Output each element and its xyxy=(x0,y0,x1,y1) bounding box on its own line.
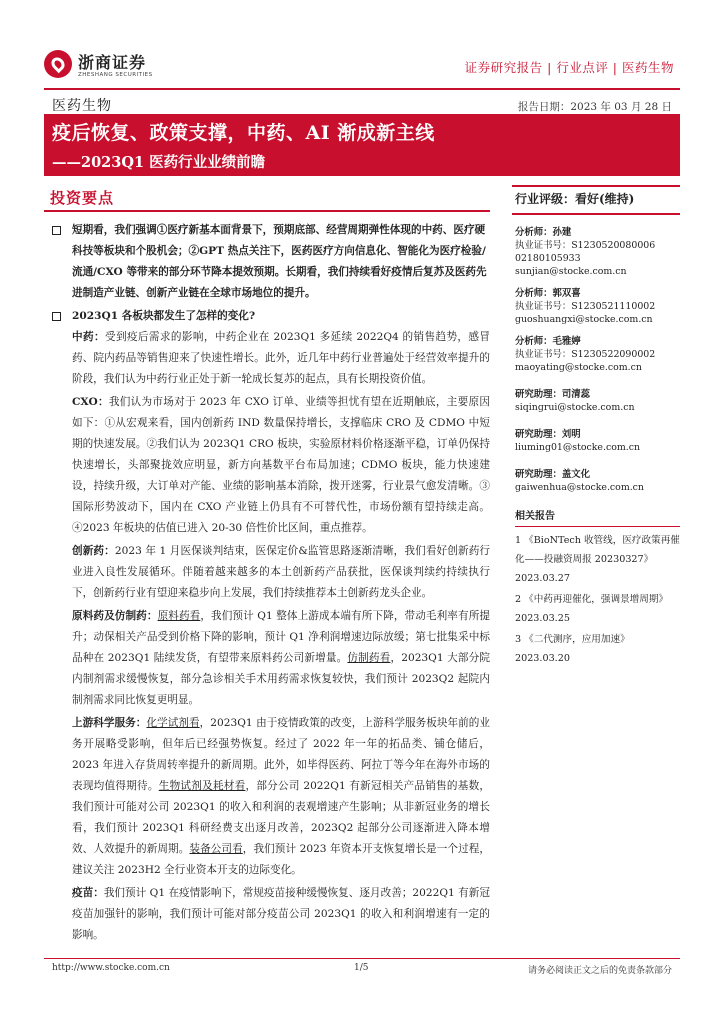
section-divider xyxy=(44,210,490,212)
para-label: 创新药： xyxy=(72,545,115,557)
para-underlined: 仿制药看 xyxy=(347,652,391,664)
para-label: CXO： xyxy=(72,396,109,408)
analyst-license: 执业证书号：S1230520080006 xyxy=(515,240,656,251)
related-report-item[interactable]: 1 《BioNTech 收管线，医疗政策再催化——投融资周报 20230327》 2023.03.27 xyxy=(515,535,680,584)
analyst-name: 分析师：孙建 xyxy=(515,227,572,238)
assistant-email[interactable]: siqingrui@stocke.com.cn xyxy=(515,402,635,413)
bullet-question xyxy=(52,306,490,327)
para-text: ，我们预计 Q1 整体上游成本端有所下降，带动毛利率有所提升；动保相关产品受到价格下降的影响，预计 Q1 净利润增速边际放缓；第七批集采中标品种在 2023Q1 陆续发货，有望带来原料药公司新增量。 xyxy=(72,610,490,664)
logo-mark-icon xyxy=(44,50,72,78)
para-text: 我们认为市场对于 2023 年 CXO 订单、业绩等担忧有望在近期触底，主要原因如下：①从宏观来看，国内创新药 IND 数量保持增长，支撑临床 CRO 及 CDMO 中短期的快速发展。②我们认为 2023Q1 CRO 板块，实验原材料价格逐渐平稳，订单仍保持快速增长，头部聚拢效应明显，新方向基数平台布局加速；CDMO 板块，能力快速建设，持续升级，大订单对产能、业绩的影响基本消除，拨开迷雾，行业景气愈发清晰。③国际形势波动下，国内在 CXO 产业链上仍具有不可替代性，市场份额有望持续走高。④2023 年板块的估值已进入 20-30 倍性价比区间，重点推荐。 xyxy=(72,396,490,534)
assistant-name: 研究助理：刘明 xyxy=(515,429,581,440)
para-underlined: 化学试剂看 xyxy=(146,717,200,729)
rating-bottom-rule xyxy=(512,213,680,215)
analyst-email[interactable]: sunjian@stocke.com.cn xyxy=(515,266,627,277)
para-text: ，2023Q1 由于疫情政策的改变，上游科学服务板块年前的业务开展略受影响，但年后已经强势恢复。经过了 2022 年一年的拓品类、铺仓储后，2023 年进入存货周转率提升的新周期。此外，如毕得医药、阿拉丁等今年在海外市场的表现均值得期待。 xyxy=(72,717,491,792)
para-text: 受到疫后需求的影响，中药企业在 2023Q1 多延续 2022Q4 的销售趋势，感冒药、院内药品等销售迎来了快速性增长。此外，近几年中药行业普遍处于经营效率提升的阶段，我们认为中药行业正处于新一轮成长复苏的起点，具有长期投资价值。 xyxy=(72,331,491,385)
footer-divider xyxy=(44,958,680,959)
logo-text-cn: 浙商证券 xyxy=(78,53,147,72)
footer-disclaimer: 请务必阅读正文之后的免责条款部分 xyxy=(527,966,672,976)
assistant-email[interactable]: liuming01@stocke.com.cn xyxy=(515,442,641,453)
report-type-breadcrumb: 证券研究报告 | 行业点评 | 医药生物 xyxy=(464,60,674,75)
sidebar xyxy=(515,226,680,670)
para-text: ，部分公司 2022Q1 有新冠相关产品销售的基数，我们预计可能对公司 2023Q1 的收入和利润的表观增速产生影响；从非新冠业务的增长看，我们预计 2023Q1 科研经费支出逐月改善，2023Q2 起部分公司逐渐进入降本增效、人效提升的新周期。 xyxy=(72,780,491,855)
header-divider xyxy=(44,88,680,90)
checkbox-bullet-icon xyxy=(52,226,61,235)
analyst-block xyxy=(515,287,680,326)
checkbox-bullet-icon xyxy=(52,312,61,321)
analyst-license: 执业证书号：S1230521110002 xyxy=(515,301,656,312)
page-number: 1/5 xyxy=(354,963,369,973)
analyst-email[interactable]: guoshuangxi@stocke.com.cn xyxy=(515,314,653,325)
para-innovative-drugs xyxy=(52,541,490,604)
para-text: 我们预计 Q1 在疫情影响下，常规疫苗接种缓慢恢复、逐月改善；2022Q1 有新冠疫苗加强针的影响，我们预计可能对部分疫苗公司 2023Q1 的收入和利润增速有一定的影响。 xyxy=(72,887,490,941)
section-title: 投资要点 xyxy=(50,189,115,207)
para-vaccines xyxy=(52,883,490,946)
para-label: 原料药及仿制药： xyxy=(72,610,158,622)
para-underlined: 生物试剂及耗材看 xyxy=(158,780,246,792)
para-label: 疫苗： xyxy=(72,887,104,899)
analyst-block xyxy=(515,335,680,374)
analyst-block xyxy=(515,226,680,278)
sector-label: 医药生物 xyxy=(52,98,112,114)
assistant-block xyxy=(515,388,680,414)
report-title: 疫后恢复、政策支撑，中药、AI 渐成新主线 xyxy=(52,122,435,144)
footer-url[interactable]: http://www.stocke.com.cn xyxy=(52,963,170,973)
assistant-name: 研究助理：司清蕊 xyxy=(515,389,591,400)
bullet-text: 2023Q1 各板块都发生了怎样的变化? xyxy=(72,310,256,322)
logo-text-en: ZHESHANG SECURITIES xyxy=(78,72,153,78)
related-report-item[interactable]: 2 《中药再迎催化，强调景增周期》 2023.03.25 xyxy=(515,594,669,624)
assistant-block xyxy=(515,468,680,494)
analyst-name: 分析师：毛雅婷 xyxy=(515,336,581,347)
bullet-text: 短期看，我们强调①医疗新基本面背景下，预期底部、经营周期弹性体现的中药、医疗硬科技等板块和个股机会；②GPT 热点关注下，医药医疗方向信息化、智能化为医疗检验/流通/CXO 等带来的部分环节降本提效预期。长期看，我们持续看好疫情后复苏及医药先进制造产业链、创新产业链在全球市场地位的提升。 xyxy=(72,224,487,299)
related-reports-list xyxy=(515,531,680,668)
rating-top-rule xyxy=(512,185,680,187)
assistant-name: 研究助理：盖文化 xyxy=(515,469,591,480)
analyst-license: 执业证书号：S1230522090002 xyxy=(515,349,656,360)
related-report-item[interactable]: 3 《二代测序，应用加速》 2023.03.20 xyxy=(515,634,630,664)
analyst-name: 分析师：郭双喜 xyxy=(515,288,581,299)
main-content xyxy=(52,220,490,946)
assistant-email[interactable]: gaiwenhua@stocke.com.cn xyxy=(515,482,644,493)
report-subtitle: ——2023Q1 医药行业业绩前瞻 xyxy=(52,154,266,171)
para-label: 中药： xyxy=(72,331,105,343)
para-cxo xyxy=(52,392,490,539)
para-underlined: 原料药看 xyxy=(157,610,201,622)
para-underlined: 装备公司看 xyxy=(189,843,243,855)
related-reports-title: 相关报告 xyxy=(515,511,555,522)
para-api-generics xyxy=(52,606,490,711)
bullet-short-term xyxy=(52,220,490,304)
company-logo xyxy=(44,48,154,86)
report-date: 报告日期：2023 年 03 月 28 日 xyxy=(517,101,672,113)
para-text: 2023 年 1 月医保谈判结束，医保定价&监管思路逐渐清晰，我们看好创新药行业进入良性发展循环。伴随着越来越多的本土创新药产品获批，医保谈判续约持续执行下，创新药行业有望迎来稳步向上发展，我们持续推荐本土创新药龙头企业。 xyxy=(72,545,491,599)
industry-rating: 行业评级：看好(维持) xyxy=(515,192,635,206)
analyst-email[interactable]: maoyating@stocke.com.cn xyxy=(515,362,642,373)
para-text: ，我们预计 2023 年资本开支恢复增长是一个过程，建议关注 2023H2 全行业资本开支的边际变化。 xyxy=(72,843,491,876)
para-upstream-science xyxy=(52,713,490,881)
related-divider xyxy=(515,526,680,527)
para-text: ，2023Q1 大部分院内制剂需求缓慢恢复，部分急诊相关手术用药需求恢复较快，我们预计 2023Q2 起院内制剂需求同比恢复更明显。 xyxy=(72,652,491,706)
analyst-phone: 02180105933 xyxy=(515,253,581,264)
assistant-block xyxy=(515,428,680,454)
para-tcm xyxy=(52,327,490,390)
para-label: 上游科学服务： xyxy=(72,717,147,729)
